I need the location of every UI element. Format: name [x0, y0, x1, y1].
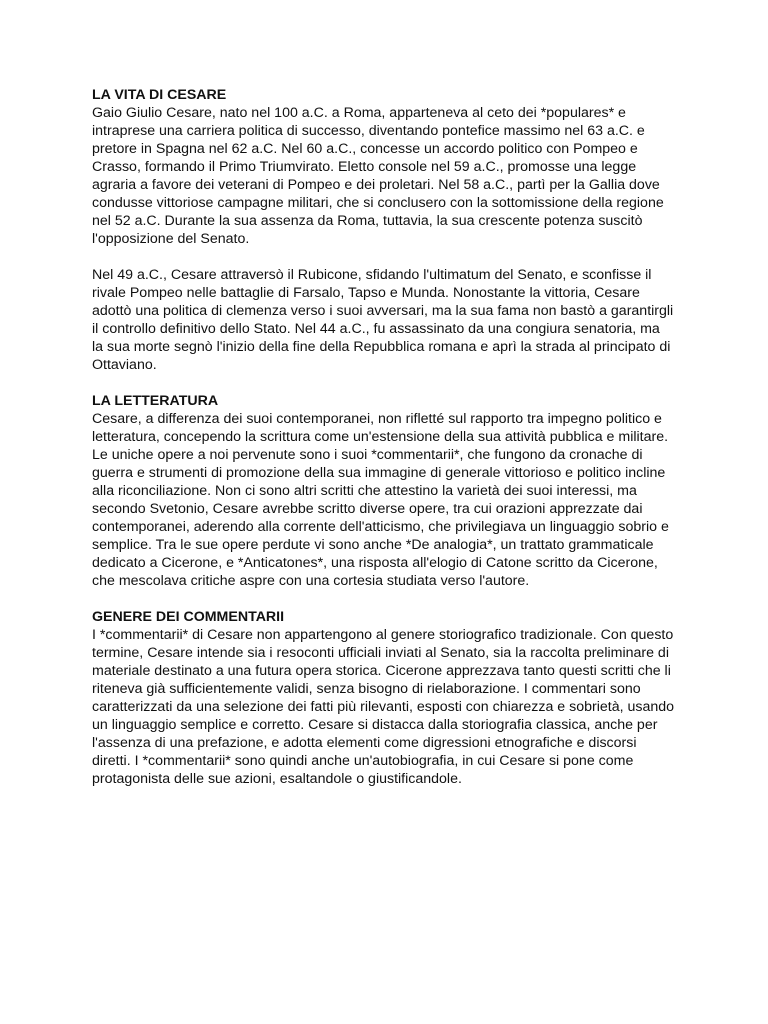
text-line: semplice. Tra le sue opere perdute vi sono anche *De analogia*, un trattato grammaticale: [92, 537, 654, 553]
text-line: rivale Pompeo nelle battaglie di Farsalo, Tapso e Munda. Nonostante la vittoria, Cesare: [92, 285, 640, 301]
text-line: l'assenza di una prefazione, e adotta elementi come digressioni etnografiche e discorsi: [92, 735, 637, 751]
section-genere-dei-commentarii: [92, 608, 682, 788]
text-line: caratterizzati da una selezione dei fatti più rilevanti, esposti con chiarezza e sobrietà, usando: [92, 699, 675, 715]
paragraph: [92, 410, 682, 590]
text-line: un linguaggio semplice e corretto. Cesare si distacca dalla storiografia classica, anche per: [92, 717, 658, 733]
text-line: nel 52 a.C. Durante la sua assenza da Roma, tuttavia, la sua crescente potenza suscitò: [92, 213, 643, 229]
text-line: Crasso, formando il Primo Triumvirato. Eletto console nel 59 a.C., promosse una legge: [92, 159, 637, 175]
document-page: [92, 86, 682, 806]
section-heading: LA LETTERATURA: [92, 393, 219, 409]
paragraph: [92, 266, 682, 374]
text-line: il controllo definitivo dello Stato. Nel 44 a.C., fu assassinato da una congiura senatoria, ma: [92, 321, 660, 337]
text-line: Cesare, a differenza dei suoi contemporanei, non rifletté sul rapporto tra impegno politico e: [92, 411, 662, 427]
text-line: adottò una politica di clemenza verso i suoi avversari, ma la sua fama non bastò a garantirgli: [92, 303, 674, 319]
section-heading: GENERE DEI COMMENTARII: [92, 609, 285, 625]
text-line: dedicato a Cicerone, e *Anticatones*, una risposta all'elogio di Catone scritto da Cicerone,: [92, 555, 658, 571]
text-line: materiale destinato a una futura opera storica. Cicerone apprezzava tanto questi scritti che li: [92, 663, 671, 679]
section-vita-di-cesare: [92, 86, 682, 374]
text-line: guerra e strumenti di promozione della sua immagine di generale vittorioso e politico incline: [92, 465, 666, 481]
text-line: che mescolava critiche aspre con una cortesia studiata verso l'autore.: [92, 573, 530, 589]
text-line: Nel 49 a.C., Cesare attraversò il Rubicone, sfidando l'ultimatum del Senato, e sconfisse il: [92, 267, 652, 283]
text-line: alla riconciliazione. Non ci sono altri scritti che attestino la varietà dei suoi interessi, ma: [92, 483, 637, 499]
text-line: Le uniche opere a noi pervenute sono i suoi *commentarii*, che fungono da cronache di: [92, 447, 643, 463]
text-line: pretore in Spagna nel 62 a.C. Nel 60 a.C., concesse un accordo politico con Pompeo e: [92, 141, 638, 157]
text-line: riteneva già sufficientemente validi, senza bisogno di rielaborazione. I commentari sono: [92, 681, 641, 697]
text-line: l'opposizione del Senato.: [92, 231, 250, 247]
text-line: protagonista delle sue azioni, esaltandole o giustificandole.: [92, 771, 462, 787]
text-line: diretti. I *commentarii* sono quindi anche un'autobiografia, in cui Cesare si pone come: [92, 753, 634, 769]
text-line: contemporanei, aderendo alla corrente dell'atticismo, che privilegiava un linguaggio sobrio e: [92, 519, 669, 535]
text-line: la sua morte segnò l'inizio della fine della Repubblica romana e aprì la strada al principato di: [92, 339, 671, 355]
text-line: secondo Svetonio, Cesare avrebbe scritto diverse opere, tra cui orazioni apprezzate dai: [92, 501, 643, 517]
text-line: condusse vittoriose campagne militari, che si conclusero con la sottomissione della regione: [92, 195, 664, 211]
text-line: Ottaviano.: [92, 357, 157, 373]
paragraph: [92, 626, 682, 788]
text-line: letteratura, concependo la scrittura come un'estensione della sua attività pubblica e militare.: [92, 429, 669, 445]
section-letteratura: [92, 392, 682, 590]
paragraph: [92, 104, 682, 248]
text-line: Gaio Giulio Cesare, nato nel 100 a.C. a Roma, apparteneva al ceto dei *populares* e: [92, 105, 626, 121]
text-line: termine, Cesare intende sia i resoconti ufficiali inviati al Senato, sia la raccolta preliminare di: [92, 645, 669, 661]
text-line: I *commentarii* di Cesare non appartengono al genere storiografico tradizionale. Con questo: [92, 627, 674, 643]
text-line: agraria a favore dei veterani di Pompeo e dei proletari. Nel 58 a.C., partì per la Gallia dove: [92, 177, 660, 193]
text-line: intraprese una carriera politica di successo, diventando pontefice massimo nel 63 a.C. e: [92, 123, 645, 139]
section-heading: LA VITA DI CESARE: [92, 87, 227, 103]
